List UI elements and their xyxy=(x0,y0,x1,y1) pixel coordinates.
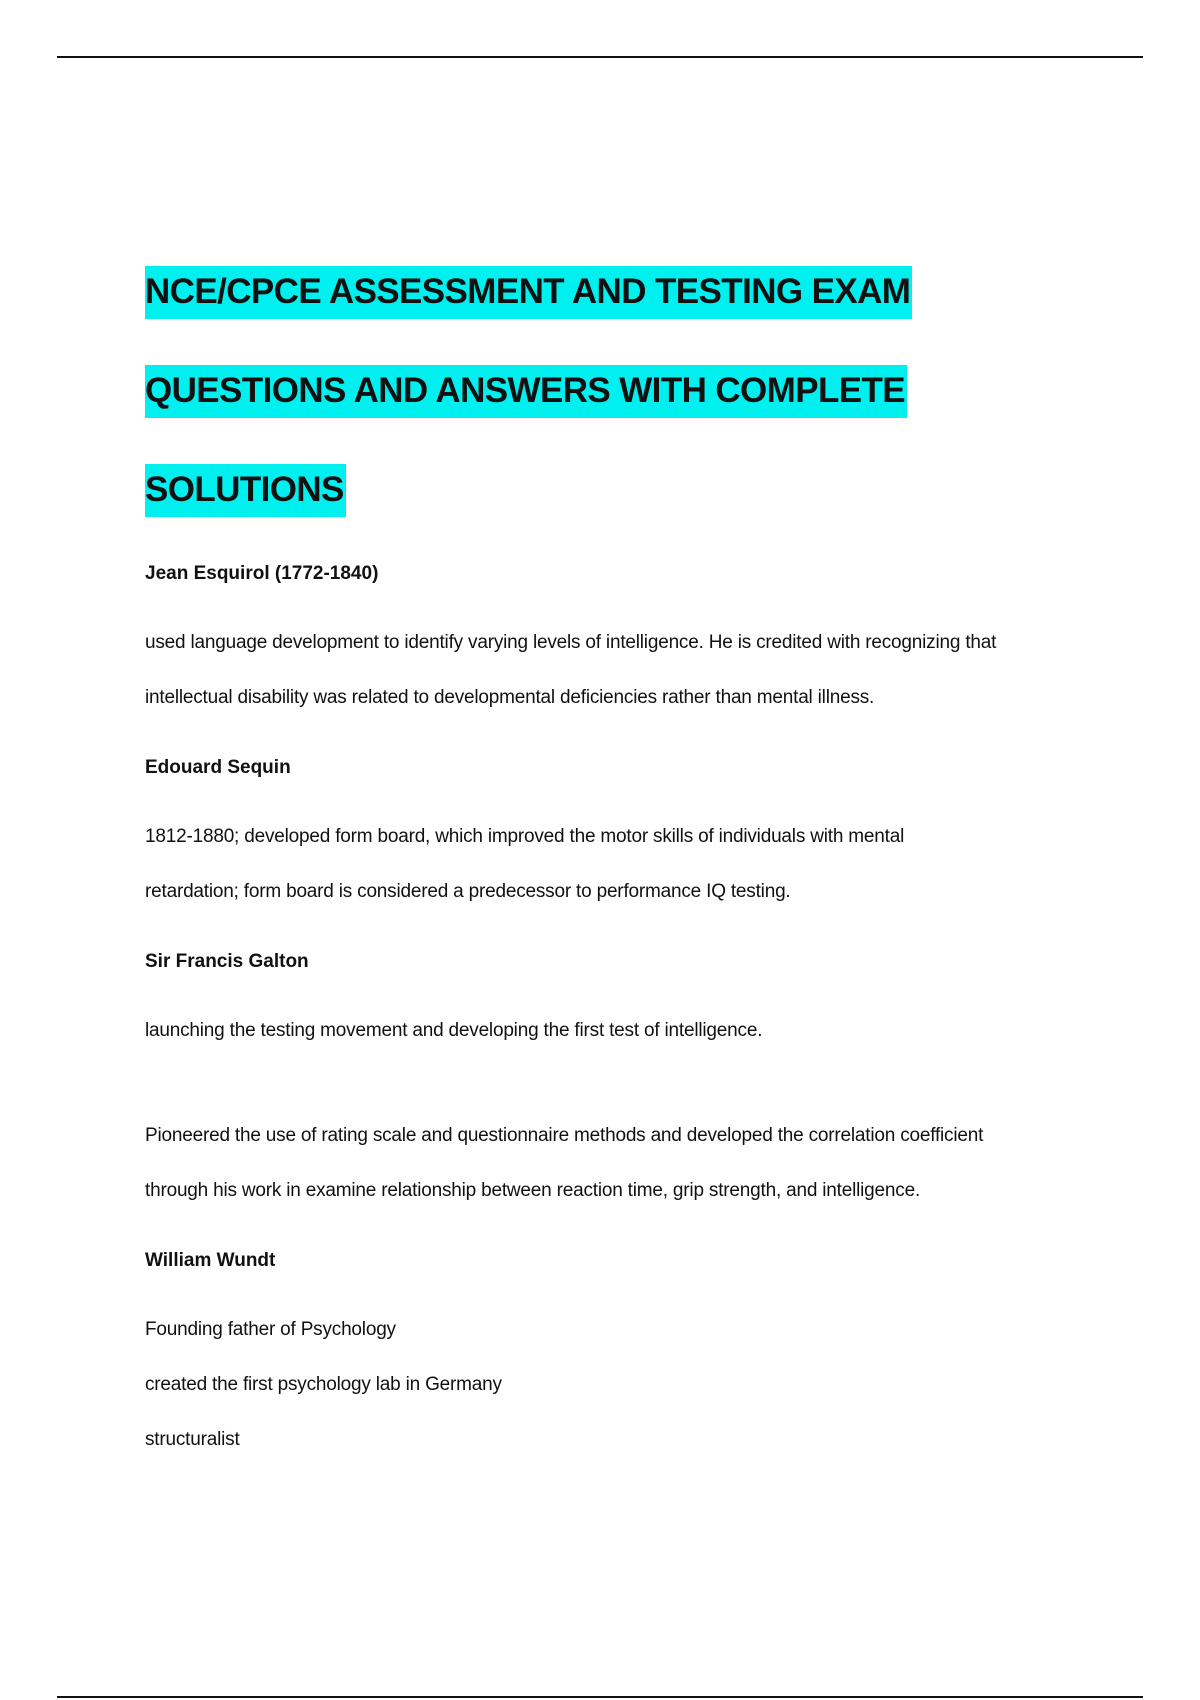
header-rule xyxy=(57,56,1143,58)
definition-line: structuralist xyxy=(145,1429,240,1450)
term-heading: Edouard Sequin xyxy=(145,757,291,778)
term-definition xyxy=(145,1003,1105,1058)
term-definition xyxy=(145,615,1105,725)
title-highlight: SOLUTIONS xyxy=(145,464,346,517)
definition-line: intellectual disability was related to developmental deficiencies rather than mental illness. xyxy=(145,687,875,708)
definition-line: Pioneered the use of rating scale and questionnaire methods and developed the correlation coefficient xyxy=(145,1125,984,1146)
document-body xyxy=(145,242,1105,1467)
footer-rule xyxy=(57,1696,1143,1698)
term-definition-extra xyxy=(145,1108,1105,1218)
title-line xyxy=(145,341,1105,440)
definition-line: Founding father of Psychology xyxy=(145,1319,396,1340)
term-definition xyxy=(145,809,1105,919)
term-heading: William Wundt xyxy=(145,1250,276,1271)
term-heading: Sir Francis Galton xyxy=(145,951,309,972)
term-definition xyxy=(145,1302,1105,1467)
definition-line: created the first psychology lab in Germany xyxy=(145,1374,502,1395)
definition-line: used language development to identify varying levels of intelligence. He is credited with recognizing that xyxy=(145,632,997,653)
term-heading: Jean Esquirol (1772-1840) xyxy=(145,563,379,584)
document-title xyxy=(145,242,1105,539)
title-highlight: QUESTIONS AND ANSWERS WITH COMPLETE xyxy=(145,365,907,418)
definition-line: retardation; form board is considered a predecessor to performance IQ testing. xyxy=(145,881,791,902)
definition-line: 1812-1880; developed form board, which improved the motor skills of individuals with mental xyxy=(145,826,905,847)
title-line xyxy=(145,242,1105,341)
title-line xyxy=(145,440,1105,539)
definition-line: launching the testing movement and developing the first test of intelligence. xyxy=(145,1020,763,1041)
title-highlight: NCE/CPCE ASSESSMENT AND TESTING EXAM xyxy=(145,266,912,319)
definition-line: through his work in examine relationship between reaction time, grip strength, and intelligence. xyxy=(145,1180,921,1201)
